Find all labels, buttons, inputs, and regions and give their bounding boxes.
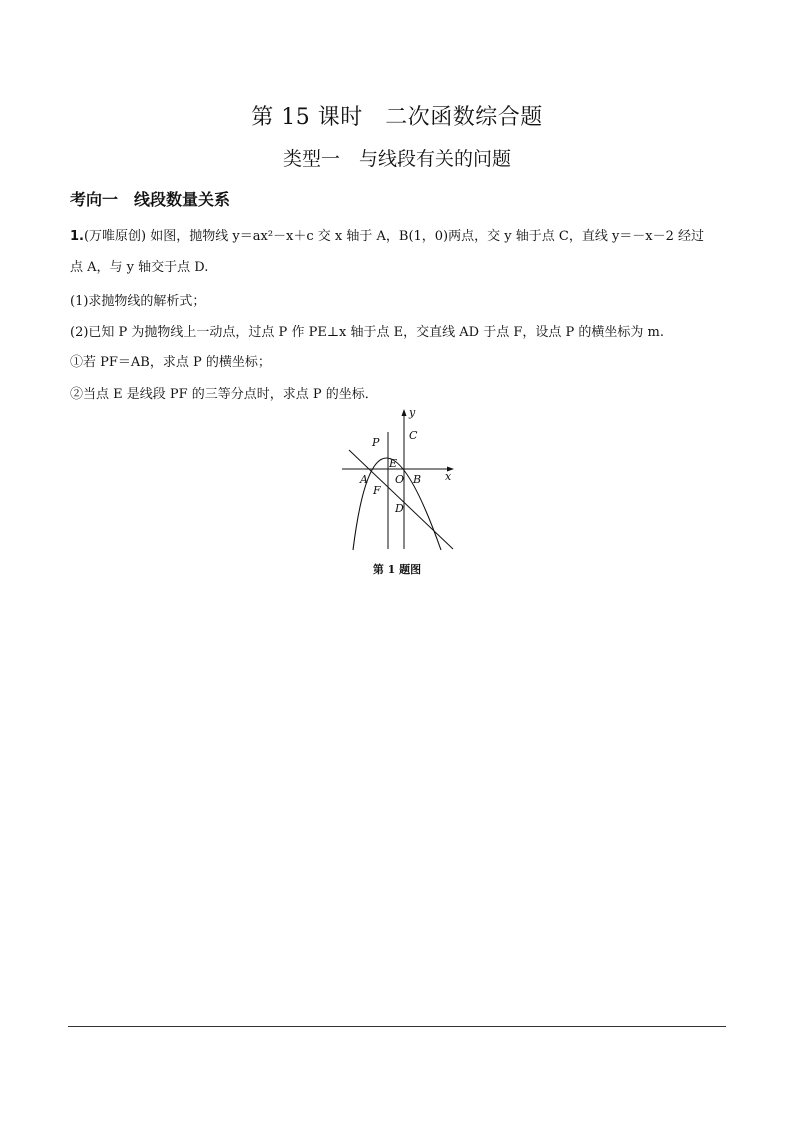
question-line-1 xyxy=(70,227,704,247)
section-type-title: 类型一 与线段有关的问题 xyxy=(282,148,511,170)
footer-divider xyxy=(68,1026,726,1027)
label-e: E xyxy=(389,457,398,470)
label-y: y xyxy=(409,406,416,419)
question-part-2b: ②当点 E 是线段 PF 的三等分点时，求点 P 的坐标． xyxy=(70,387,378,402)
question-stem: (万唯原创) 如图，抛物线 y＝ax²－x＋c 交 x 轴于 A，B(1，0)两点，交 y 轴于点 C，直线 y＝－x－2 经过 xyxy=(83,229,705,244)
subsection-heading: 考向一 线段数量关系 xyxy=(70,190,231,209)
label-b: B xyxy=(413,473,422,486)
label-d: D xyxy=(395,502,404,515)
question-part-2a: ①若 PF＝AB，求点 P 的横坐标； xyxy=(70,355,271,370)
label-x: x xyxy=(445,470,452,483)
page-title: 第 15 课时 二次函数综合题 xyxy=(251,105,543,130)
question-line-2: 点 A，与 y 轴交于点 D. xyxy=(70,260,209,275)
question-number: 1. xyxy=(70,229,84,244)
label-a: A xyxy=(360,473,368,486)
y-axis-arrow-icon xyxy=(402,409,407,416)
line-ad xyxy=(349,450,453,549)
label-c: C xyxy=(409,429,418,442)
question-part-2: (2)已知 P 为抛物线上一动点，过点 P 作 PE⊥x 轴于点 E，交直线 AD 于点 F，设点 P 的横坐标为 m. xyxy=(70,325,664,340)
label-f: F xyxy=(373,484,381,497)
figure-caption: 第 1 题图 xyxy=(372,563,422,576)
question-figure xyxy=(330,402,460,554)
label-o: O xyxy=(395,473,405,486)
label-p: P xyxy=(372,436,380,449)
question-part-1: (1)求抛物线的解析式； xyxy=(70,294,206,309)
